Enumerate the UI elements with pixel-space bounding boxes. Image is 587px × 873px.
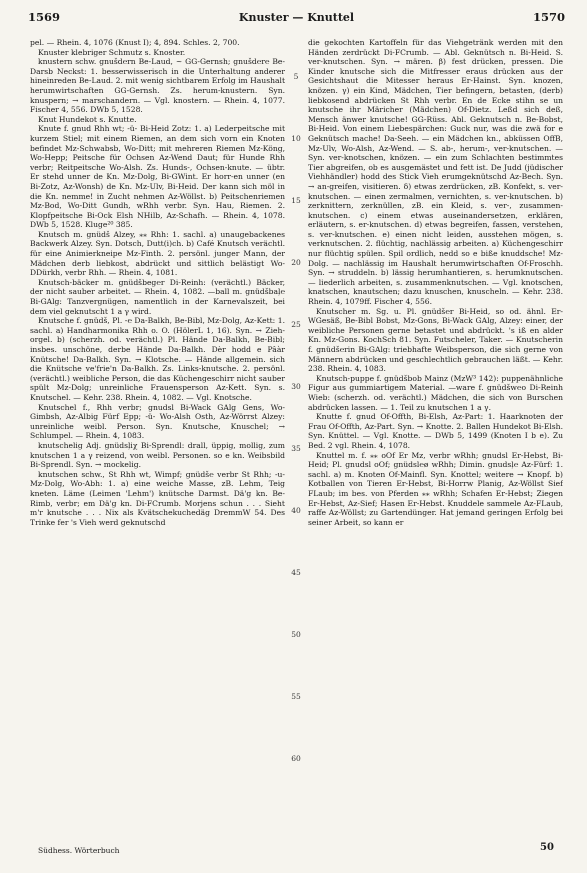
line-number: 55	[291, 692, 301, 701]
left-column	[30, 38, 285, 828]
dictionary-entry: pel. — Rhein. 4, 1076 (Knust I); 4, 894. Schles. 2, 700.	[30, 38, 240, 47]
line-number: 40	[291, 506, 301, 515]
line-number: 50	[291, 630, 301, 639]
footer-source: Südhess. Wörterbuch	[38, 846, 120, 855]
line-number: 30	[291, 382, 301, 391]
dictionary-entry: knutschen schw., St Rhh wt, Wimpf; gnüdš℮ verbr St Rhh; -u- Mz-Dolg, Wo-Abh: 1. a) eine weiche Masse, zB. Lehm, Teig kneten. Läme (Leimen 'Lehm') knütsche Darmst. Dä'g kn. Be-Rimb, verbr; em Dä'g kn. Di-FCrumb. Morjens schun . . . Sieht m'r knutsche . . . Nix als Kvätschekuchedäg DremmW 54. Des Trinke fer 's Vieh werd geknutschd	[30, 469, 285, 527]
dictionary-entry: Knuster klebriger Schmutz s. Knoster.	[38, 47, 186, 57]
running-title: Knuster — Knuttel	[238, 11, 355, 24]
dictionary-entry: Knutscher m. Sg. u. Pl. gnüdš℮r Bi-Heid, so od. ähnl. Er-WGesäß, Be-Bibl Bobst, Mz-Gons, Bi-Wack GAlg, Alzey: einer, der weibliche Personen gerne betastet und abdrückt. 's iß en alder Kn. Mz-Gons. KochSch 81. Syn. Futscheler, Taker. — Knutscherin f. gnüdš℮rin Bi-GAlg: triebhafte Weibsperson, die sich gerne von Männern abdrücken und geschlechtlich gebrauchen läßt. — Kehr. 238. Rhein. 4, 1083.	[308, 306, 563, 374]
dictionary-entry: Knute f. gnud Rhh wt; -ü- Bi-Heid Zotz: 1. a) Lederpeitsche mit kurzem Stiel; mit einem Riemen, an dem sich vorn ein Knoten befindet Mz-Schwabsb, Wo-Ditt; mit mehreren Riemen Mz-Köng, Wo-Hepp; Peitsche für Ochsen Az-Wend Daut; für Hunde Rhh verbr; Reitpeitsche Wo-Alsh. Zs. Hunds-, Ochsen-knute. — übtr. Er stehd unner de Kn. Mz-Dolg, Bi-GWint. Er horr-en unner (en Bi-Zotz, Az-Wonsh) de Kn. Mz-Ulv, Bi-Heid. Der kann sich möl in die Kn. nemme! in Zucht nehmen Az-Wöllst. b) Peitschenriemen Mz-Bod, Wo-Ditt Gundh, wRhh verbr. Syn. Hau, Riemen. 2. Klopfpeitsche Bi-Ock Elsh NHilb, Az-Schafh. — Rhein. 4, 1078. DWb 5, 1528. Kluge²⁰ 385.	[30, 124, 285, 230]
dictionary-entry: Knutsch-bäcker m. gnüdšbeg℮r Di-Reinh: (verächtl.) Bäcker, der nicht sauber arbeitet. — Rhein. 4, 1082. —ball m. gnüdšbaļ℮ Bi-GAlg: Tanzvergnügen, namentlich in der Karnevalszeit, bei dem viel geknutscht 1 a γ wird.	[30, 277, 285, 316]
line-number-margin	[289, 38, 305, 828]
line-number: 5	[293, 72, 299, 81]
dictionary-entry: Knutte f. gnud Of-Offth, Bi-Elsh, Az-Part: 1. Haarknoten der Frau Of-Offth, Az-Part. Syn. → Knotte. 2. Ballen Hundekot Bi-Elsh. Syn. Knüttel. — Vgl. Knotte. — DWb 5, 1499 (Knoten I b e). Zu Bed. 2 vgl. Rhein. 4, 1078.	[308, 412, 563, 450]
page-number-right: 1570	[532, 10, 565, 24]
dictionary-entry: Knutsch m. gnüdš Alzey, ⁎⁎ Rhh: 1. sachl. a) unaugebackenes Backwerk Alzey. Syn. Dotsch, Dutt(i)ch. b) Café Knutsch verächtl. für eine Animierkneipe Mz-Finth. 2. persönl. junger Mann, der Mädchen derb liebkost, abdrückt und sittlich belästigt Wo-DDürkh, verbr Rhh. — Rhein. 4, 1081.	[30, 229, 285, 278]
line-number: 20	[291, 258, 301, 267]
dictionary-entry: Knutsche f. gnüdš, Pl. -℮ Da-Balkh, Be-Bibl, Mz-Dolg, Az-Kett: 1. sachl. a) Handharmonika Rhh o. O. (HölerL 1, 16). Syn. → Zieh-orgel. b) (scherzh. od. verächtl.) Pl. Hände Da-Balkh, Be-Bibl; insbes. unschöne, derbe Hände Da-Balkh. Dèr hodd e Pâàr Knütsche! Da-Balkh. Syn. → Klotsche. — Hände allgemein. sich die Knütsche ve'frie'n Da-Balkh. Zs. Links-knutsche. 2. persönl. (verächtl.) weibliche Person, die das Küchengeschirr nicht sauber spült Mz-Dolg; unreinliche Frauensperson Az-Kett. Syn. s. Knutschel. — Kehr. 238. Rhein. 4, 1082. — Vgl. Knotsche.	[30, 316, 285, 402]
dictionary-entry: Knutschel f., Rhh verbr; gnudsl Bi-Wack GAlg Gens, Wo-Gimbsh, Az-Albig Fürf Epp; -ü- Wo-Alsh Osth, Az-Wörrst Alzey: unreinliche weibl. Person. Syn. Knutsche, Knuschel; → Schlumpel. — Rhein. 4, 1083.	[30, 402, 285, 441]
page-number-left: 1569	[28, 10, 61, 24]
dictionary-entry: Knutsch-puppe f. gnüdšbob Mainz (MzW³ 142): puppenähnliche Figur aus gummiartigem Material. —ware f. gnüdšw℮o Di-Reinh Wieb: (scherzh. od. verächtl.) Mädchen, die sich von Burschen abdrücken lassen. — 1. Teil zu knutschen 1 a γ.	[308, 373, 563, 412]
line-number: 15	[291, 196, 301, 205]
line-number: 60	[291, 754, 301, 763]
line-number: 35	[291, 444, 301, 453]
dictionary-entry: Knut Hundekot s. Knutte.	[38, 114, 137, 124]
right-column	[308, 38, 563, 828]
page-header	[28, 10, 565, 26]
line-number: 10	[291, 134, 301, 143]
line-number: 45	[291, 568, 301, 577]
dictionary-entry: die gekochten Kartoffeln für das Viehgetränk werden mit den Händen zerdrückt Di-FCrumb. — Abl. Geknütsch n. Bi-Heid. S. ver-knutschen. Syn. → mären. β) fest drücken, pressen. Die Kinder knutsche sich die Mitfresser eraus drücken aus der Gesichtshaut die Mitesser heraus Er-Hainst. Syn. knozen, knözen. γ) ein Kind, Mädchen, Tier befingern, betasten, (derb) liebkosend abdrücken St Rhh verbr. En de Ecke stihn se un knutsche ihr Märicher (Mädchen) Of-Dietz. Leßd sich deß, Mensch änwer knutsche! GG-Rüss. Abl. Geknutsch n. Be-Bobst, Bi-Heid. Von einem Liebespärchen: Guck nur, was die zwä for e Geknütsch mache! Da-Seeh. — ein Mädchen kn., abküssen OffB, Mz-Ulv, Wo-Alsh, Az-Wend. — S. ab-, herum-, ver-knutschen. — Syn. ver-knotschen, knözen. — ein zum Schlachten bestimmtes Tier abgreifen, ob es ausgemästet und fett ist. De Judd (jüdischer Viehhändler) hodd des Stick Vieh erumgeknütschd Az-Bech. Syn. → an-greifen, visitieren. δ) etwas zerdrücken, zB. Konfekt, s. ver-knutschen. — einen zermalmen, vernichten, s. ver-knutschen. b) zerknittern, zerknüllen, zB. ein Kleid, s. ver-, zusammen-knutschen. c) einem etwas auseinandersetzen, erklären, erläutern, s. er-knutschen. d) etwas begreifen, fassen, verstehen, s. ver-knutschen. e) einen nicht leiden, ausstehen mögen, s. verknutschen. 2. flüchtig, nachlässig arbeiten. a) Küchengeschirr nur flüchtig spülen. Spil ordlich, nedd so e biße knuddsche! Mz-Dolg. — nachlässig im Haushalt herumwirtschaften Of-Froschh. Syn. → struddeln. b) lässig herumhantieren, s. herumknutschen. — liederlich arbeiten, s. zusammenknutschen. — Vgl. knotschen, knatschen, knautschen; dazu knuschen, knuscheln. — Kehr. 238. Rhein. 4, 1079ff. Fischer 4, 556.	[308, 38, 563, 307]
dictionary-entry: knutschelig Adj. gnüdsļiχ Bi-Sprendl: drall, üppig, mollig, zum knutschen 1 a γ reizend, von weibl. Personen. so e kn. Weibsbild Bi-Sprendl. Syn. → mockelig.	[30, 440, 285, 470]
line-number: 25	[291, 320, 301, 329]
footer-sheet-number: 50	[540, 842, 554, 853]
dictionary-entry: Knuttel m. f. ⁎⁎ oOf Er Mz, verbr wRhh; gnudsl Er-Hebst, Bi-Heid; Pl. gnudsl oOf; gnüdsl℮ø wRhh; Dimin. gnudsļ℮ Az-Fürf: 1. sachl. a) m. Knoten Of-Mainfl. Syn. Knottel; weitere → Knopf. b) Kotballen von Tieren Er-Hebst, Bi-Horrw Planig, Az-Wöllst Sief FLaub; im bes. von Pferden ⁎⁎ wRhh; Schafen Er-Hebst; Ziegen Er-Hebst, Az-Sief; Hasen Er-Hebst. Knuddele sammele Az-FLaub, raffe Az-Wöllst; zu Gartendünger. Hat jemand geringen Erfolg bei seiner Arbeit, so kann er	[308, 450, 563, 527]
dictionary-entry: knustern schw. gnušd℮rn Be-Laud, ~ GG-Gernsh; gnušd℮r℮ Be-Darsb Neckst: 1. besserwisserisch in die Unterhaltung anderer hineinreden Be-Laud. 2. mit wenig sichtbarem Erfolg im Haushalt herumwirtschaften GG-Gernsh. Zs. herum-knustern. Syn. knuspern; → marschandern. — Vgl. knostern. — Rhein. 4, 1077. Fischer 4, 556. DWb 5, 1528.	[30, 57, 285, 115]
